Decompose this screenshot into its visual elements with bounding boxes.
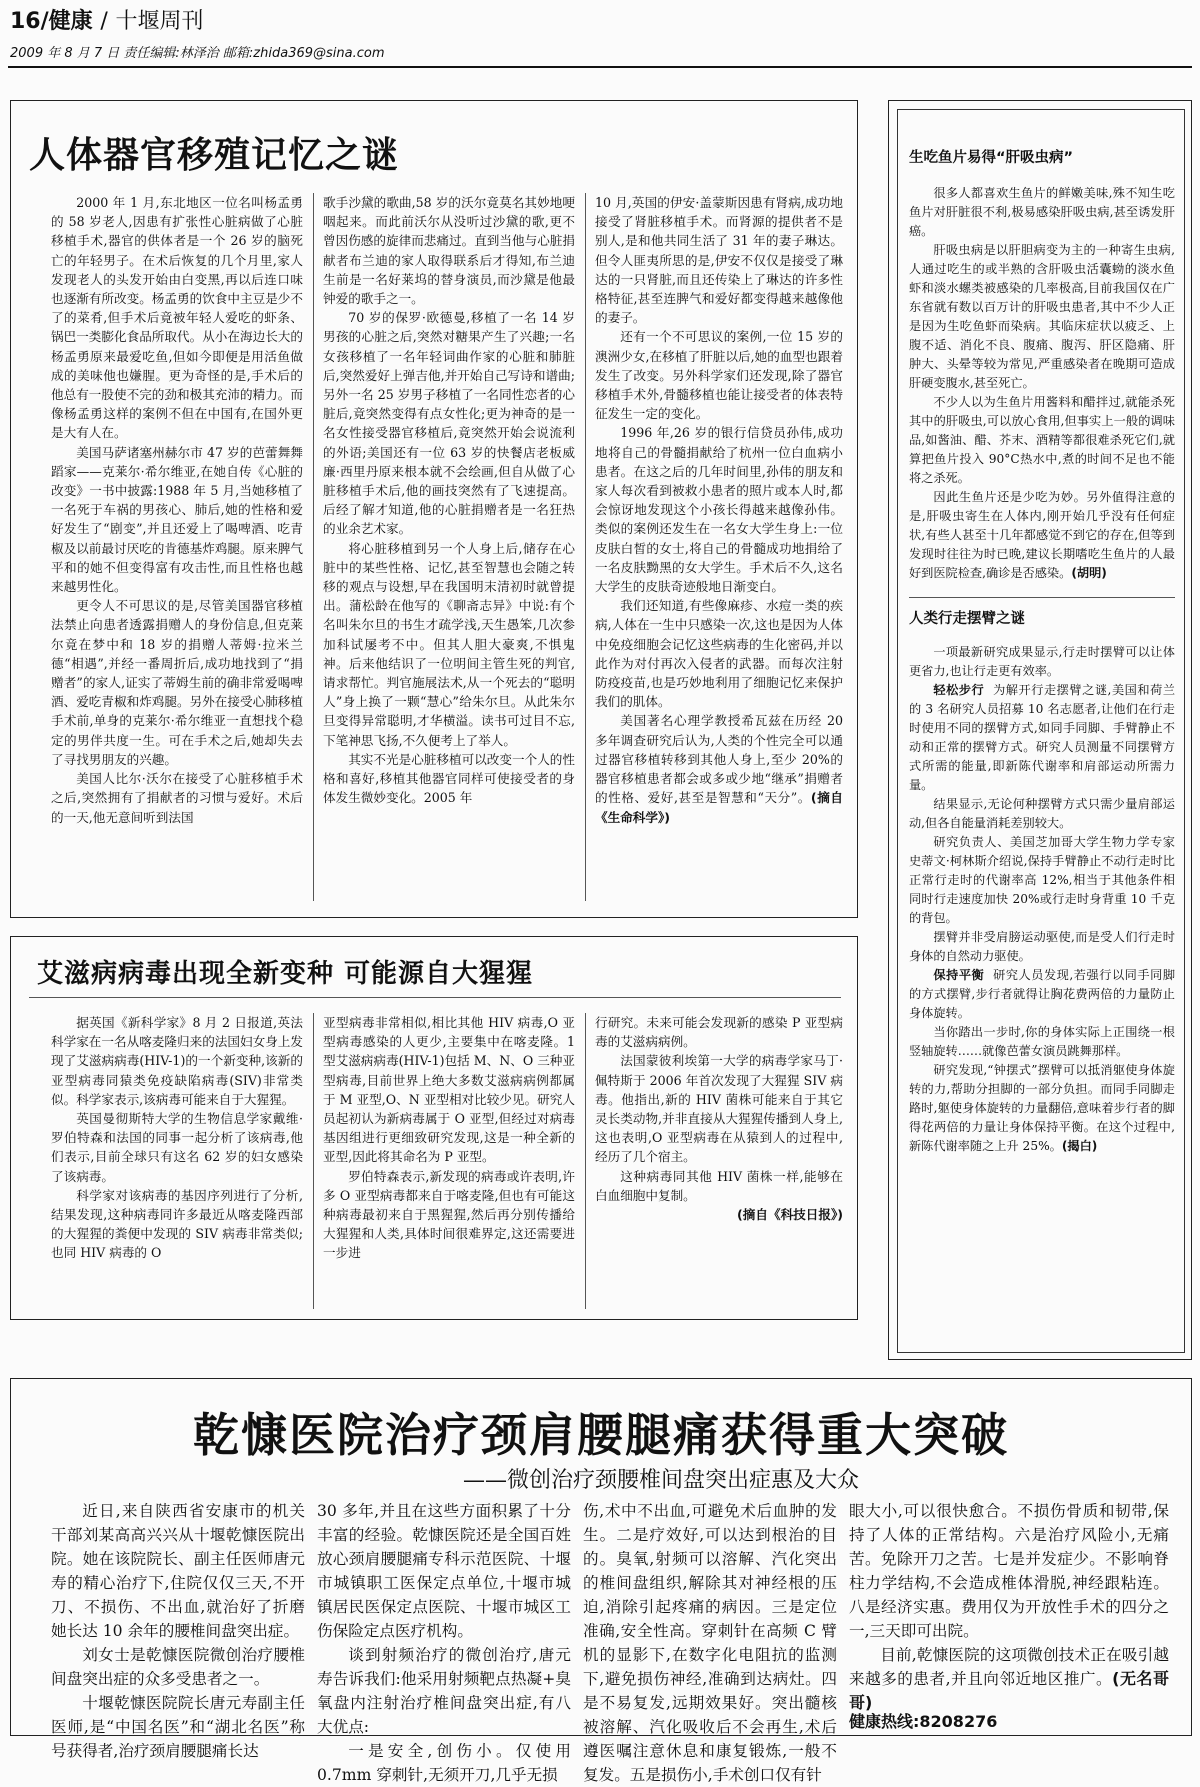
paragraph: 很多人都喜欢生鱼片的鲜嫩美味,殊不知生吃鱼片对肝脏很不利,极易感染肝吸虫病,甚至诱发肝癌。 bbox=[909, 186, 1175, 238]
page-number: 16/ bbox=[10, 9, 49, 34]
paragraph bbox=[849, 1643, 1169, 1715]
paragraph-text: 目前,乾慷医院的这项微创技术正在吸引越来越多的患者,并且向邻近地区推广。 bbox=[849, 1646, 1169, 1688]
article-hiv-variant bbox=[10, 936, 858, 1320]
paragraph bbox=[595, 1205, 843, 1224]
paragraph: 十堰乾慷医院院长唐元寿副主任医师,是“中国名医”和“湖北名医”称号获得者,治疗颈肩腰腿痛长达 bbox=[51, 1694, 305, 1760]
health-hotline bbox=[849, 1709, 997, 1732]
paragraph: 一是安全,创伤小。仅使用 0.7mm 穿刺针,无须开刀,几乎无损 bbox=[317, 1742, 571, 1784]
paragraph: 10 月,英国的伊安·盖蒙斯因患有肾病,成功地接受了肾脏移植手术。而肾源的提供者不是别人,是和他共同生活了 31 年的妻子琳达。但令人匪夷所思的是,伊安不仅仅是接受了琳达的一只肾脏,而且还传染上了琳达的许多性格特征,甚至连脾气和爱好都变得越来越像他的妻子。 bbox=[595, 195, 843, 326]
paragraph: 这种病毒同其他 HIV 菌株一样,能够在白血细胞中复制。 bbox=[595, 1168, 843, 1203]
paragraph: 美国马萨诸塞州赫尔市 47 岁的芭蕾舞舞蹈家——克莱尔·希尔维亚,在她自传《心脏的改变》一书中披露:1988 年 5 月,当她移植了一名死于车祸的男孩心、肺后,她的性格和爱好发生了“剧变”,并且还爱上了喝啤酒、吃青椒及以前最讨厌吃的肯德基炸鸡腿。原来脾气平和的她不但变得富有攻击性,而且性格也越来越男性化。 bbox=[51, 444, 303, 595]
paragraph-text: 美国著名心理学教授希瓦兹在历经 20 多年调查研究后认为,人类的个性完全可以通过器官移植转移到其他人身上,至少 20%的器官移植患者都会或多或少地“继承”捐赠者的性格、爱好,甚至是智慧和“天分”。 bbox=[595, 713, 843, 806]
paragraph-text: 研究人员发现,若强行以同手同脚的方式摆臂,步行者就得让胸花费两倍的力量防止身体旋转。 bbox=[909, 968, 1176, 1020]
paragraph: 2000 年 1 月,东北地区一位名叫杨孟勇的 58 岁老人,因患有扩张性心脏病做了心脏移植手术,器官的供体者是一个 26 岁的脑死亡的年轻男子。在术后恢复的几个月里,家人发现老人的头发开始由白变黑,再以后连口味也逐渐有所改变。杨孟勇的饮食中主豆是少不了的菜肴,但手术后竟被年轻人爱吃的虾条、锅巴一类膨化食品所取代。从小在海边长大的杨孟勇原来最爱吃鱼,但如今即便是用活鱼做成的美味他也嫌腥。更为奇怪的是,手术后的他总有一股使不完的劲和极其充沛的精力。而像杨孟勇这样的案例不但在中国有,在国外更是大有人在。 bbox=[51, 195, 303, 441]
paragraph: 近日,来自陕西省安康市的机关干部刘某高高兴兴从十堰乾慷医院出院。她在该院院长、副主任医师唐元寿的精心治疗下,住院仅仅三天,不开刀、不损伤、不出血,就治好了折磨她长达 10 余年的腰椎间盘突出症。 bbox=[51, 1502, 305, 1640]
paragraph: 当你踏出一步时,你的身体实际上正围绕一根竖轴旋转……就像芭蕾女演员跳舞那样。 bbox=[909, 1025, 1175, 1058]
article-column-2 bbox=[323, 193, 575, 905]
paragraph: 科学家对该病毒的基因序列进行了分析,结果发现,这种病毒同许多最近从喀麦隆西部的大猩猩的粪便中发现的 SIV 病毒非常类似;也同 HIV 病毒的 O bbox=[51, 1187, 303, 1261]
byline: (揭白) bbox=[1061, 1139, 1098, 1153]
paragraph bbox=[909, 966, 1175, 1023]
paragraph: 研究负责人、美国芝加哥大学生物力学专家史蒂文·柯林斯介绍说,保持手臂静止不动行走时比正常行走时的代谢率高 12%,相当于其他条件相同时行走速度加快 20%或行走时身背重 10 千克的背包。 bbox=[909, 835, 1175, 925]
paragraph: 70 岁的保罗·欧德曼,移植了一名 14 岁男孩的心脏之后,突然对糖果产生了兴趣;一名女孩移植了一名年轻词曲作家的心脏和肺脏后,突然爱好上弹吉他,并开始自己写诗和谱曲;另外一名 25 岁男子移植了一名同性恋者的心脏后,竟突然变得有点女性化;更为神奇的是一名女性接受器官移植后,竟突然开始会说流利的外语;美国还有一位 63 岁的快餐店老板威廉·西里丹原来根本就不会绘画,但自从做了心脏移植手术后,他的画技突然有了飞速提高。后经了解才知道,他的心脏捐赠者是一名狂热的业余艺术家。 bbox=[323, 310, 575, 537]
subhead: 保持平衡 bbox=[933, 968, 985, 982]
hotline-number: 8208276 bbox=[919, 1712, 998, 1731]
paragraph: 美国人比尔·沃尔在接受了心脏移植手术之后,突然拥有了捐献者的习惯与爱好。术后的一天,他无意间听到法国 bbox=[51, 771, 303, 825]
column-divider bbox=[585, 1013, 586, 1309]
paragraph: 伤,术中不出血,可避免术后血肿的发生。二是疗效好,可以达到根治的目的。臭氧,射频可以溶解、汽化突出的椎间盘组织,解除其对神经根的压迫,消除引起疼痛的病因。三是定位准确,安全性高。穿刺针在高频 C 臂机的显影下,在数字化电阻抗的监测下,避免损伤神经,准确到达病灶。四是不易复发,远期效果好。突出髓核被溶解、汽化吸收后不会再生,术后遵医嘱注意休息和康复锻炼,一般不复发。五是损伤小,手术创口仅有针 bbox=[583, 1502, 837, 1784]
paragraph bbox=[909, 681, 1175, 795]
sidebar-story-title: 人类行走摆臂之谜 bbox=[909, 611, 1025, 627]
feature-hospital bbox=[10, 1378, 1192, 1784]
paragraph: 一项最新研究成果显示,行走时摆臂可以让体更省力,也让行走更有效率。 bbox=[909, 645, 1175, 678]
column-divider bbox=[585, 193, 586, 901]
paragraph: 将心脏移植到另一个人身上后,储存在心脏中的某些性格、记忆,甚至智慧也会随之转移的观点与设想,早在我国明末清初时就曾提出。蒲松龄在他写的《聊斋志异》中说:有个名叫朱尔旦的书生才疏学浅,天生愚笨,几次参加科试屡考不中。但其人胆大豪爽,不惧鬼神。后来他结识了一位明间主管生死的判官,请求帮忙。判官施展法术,从一个死去的“聪明人”身上换了一颗“慧心”给朱尔旦。从此朱尔旦变得异常聪明,才华横溢。读书可过目不忘,下笔神思飞扬,不久便考上了举人。 bbox=[323, 540, 575, 748]
paragraph: 据英国《新科学家》8 月 2 日报道,英法科学家在一名从喀麦隆归来的法国妇女身上发现了艾滋病病毒(HIV-1)的一个新变种,该新的亚型病毒同猿类免疫缺陷病毒(SIV)非常类似。科学家表示,该病毒可能来自于大猩猩。 bbox=[51, 1015, 303, 1107]
header-slash: / bbox=[100, 9, 108, 34]
sidebar-story-title: 生吃鱼片易得“肝吸虫病” bbox=[909, 150, 1074, 166]
article-column-2 bbox=[323, 1013, 575, 1313]
date-editor-line: 2009 年 8 月 7 日 责任编辑:林泽治 邮箱:zhida369@sina.com bbox=[10, 46, 385, 61]
article-column-3 bbox=[595, 1013, 843, 1313]
feature-column-1 bbox=[51, 1499, 305, 1760]
paragraph bbox=[909, 1061, 1175, 1156]
subhead: 轻松步行 bbox=[933, 683, 985, 697]
article-column-3 bbox=[595, 193, 843, 905]
title-rule bbox=[29, 997, 841, 998]
article-title: 艾滋病病毒出现全新变种 可能源自大猩猩 bbox=[37, 959, 534, 989]
paragraph-text: 因此生鱼片还是少吃为妙。另外值得注意的是,肝吸虫寄生在人体内,刚开始几乎没有任何症状,有些人甚至十几年都感觉不到它的存在,但等到发现时往往为时已晚,建议长期嗜吃生鱼片的人最好到医院检查,确诊是否感染。 bbox=[909, 490, 1175, 580]
sidebar-content bbox=[909, 149, 1175, 1349]
paragraph: 歌手沙黛的歌曲,58 岁的沃尔竟莫名其妙地哽咽起来。而此前沃尔从没听过沙黛的歌,更不曾因伤感的旋律而悲痛过。直到当他与心脏捐献者布兰迪的家人取得联系后才得知,布兰迪生前是一名好莱坞的替身演员,而沙黛是他最钟爱的歌手之一。 bbox=[323, 195, 575, 307]
paragraph: 亚型病毒非常相似,相比其他 HIV 病毒,O 亚型病毒感染的人更少,主要集中在喀麦隆。1 型艾滋病病毒(HIV-1)包括 M、N、O 三种亚型病毒,目前世界上绝大多数艾滋病病例都属于 M 亚型,O、N 亚型相对比较少见。研究人员起初认为新病毒属于 O 亚型,但经过对病毒基因组进行更细致研究发现,这是一种全新的亚型,因此将其命名为 P 亚型。 bbox=[323, 1015, 575, 1165]
article-column-1 bbox=[51, 1013, 303, 1313]
paragraph: 法国蒙彼利埃第一大学的病毒学家马丁·佩特斯于 2006 年首次发现了大猩猩 SIV 病毒。他指出,新的 HIV 菌株可能来自于其它灵长类动物,并非直接从大猩猩传播到人身上,这也表明,O 亚型病毒在从猿到人的过程中,经历了几个宿主。 bbox=[595, 1053, 843, 1165]
column-divider bbox=[313, 1013, 314, 1309]
paragraph: 不少人以为生鱼片用酱料和醋拌过,就能杀死其中的肝吸虫,可以放心食用,但事实上一般的调味品,如酱油、醋、芥末、酒精等都很难杀死它们,就算把鱼片投入 90°C热水中,煮的时间不足也不能将之杀死。 bbox=[909, 395, 1175, 485]
feature-subtitle: ——微创治疗颈腰椎间盘突出症惠及大众 bbox=[462, 1468, 859, 1493]
paragraph: 其实不光是心脏移植可以改变一个人的性格和喜好,移植其他器官同样可使接受者的身体发生微妙变化。2005 年 bbox=[323, 751, 575, 806]
paragraph: 肝吸虫病是以肝胆病变为主的一种寄生虫病,人通过吃生的或半熟的含肝吸虫活囊蚴的淡水鱼虾和淡水螺类被感染的几率极高,目前我国仅在广东省就有数以百万计的肝吸虫患者,其中不少人正是因为生吃鱼虾而染病。其临床症状以疲乏、上腹不适、消化不良、腹痛、腹泻、肝区隐痛、肝肿大、头晕等较为常见,严重感染者在晚期可造成肝硬变腹水,甚至死亡。 bbox=[909, 243, 1175, 390]
paragraph: 还有一个不可思议的案例,一位 15 岁的澳洲少女,在移植了肝脏以后,她的血型也跟着发生了改变。另外科学家们还发现,除了器官移植手术外,骨髓移植也能让接受者的体表特征发生一定的变化。 bbox=[595, 329, 843, 422]
article-title: 人体器官移殖记忆之谜 bbox=[29, 135, 400, 176]
sidebar bbox=[888, 100, 1192, 1360]
paragraph: 行研究。未来可能会发现新的感染 P 亚型病毒的艾滋病病例。 bbox=[595, 1015, 843, 1050]
feature-title: 乾慷医院治疗颈肩腰腿痛获得重大突破 bbox=[193, 1408, 1009, 1462]
article-column-1 bbox=[51, 193, 303, 905]
paragraph: 眼大小,可以很快愈合。不损伤骨质和韧带,保持了人体的正常结构。六是治疗风险小,无痛苦。免除开刀之苦。七是并发症少。不影响脊柱力学结构,不会造成椎体滑脱,神经跟粘连。八是经济实惠。费用仅为开放性手术的四分之一,三天即可出院。 bbox=[849, 1502, 1169, 1640]
page-header bbox=[10, 4, 203, 35]
source-credit: (摘自《生命科学》) bbox=[595, 790, 843, 825]
paper-name: 十堰周刊 bbox=[115, 9, 204, 34]
paragraph: 刘女士是乾慷医院微创治疗腰椎间盘突出症的众多受患者之一。 bbox=[51, 1646, 305, 1688]
feature-column-2 bbox=[317, 1499, 571, 1784]
paragraph: 30 多年,并且在这些方面积累了十分丰富的经验。乾慷医院还是全国百姓放心颈肩腰腿痛专科示范医院、十堰市城镇职工医保定点单位,十堰市城镇居民医保定点医院、十堰市城区工伤保险定点医疗机构。 bbox=[317, 1502, 571, 1640]
story-divider bbox=[909, 597, 1175, 598]
paragraph: 谈到射频治疗的微创治疗,唐元寿告诉我们:他采用射频靶点热凝+臭氧盘内注射治疗椎间盘突出症,有八大优点: bbox=[317, 1646, 571, 1736]
article-organ-memory bbox=[10, 100, 858, 918]
paragraph-text: 研究发现,“钟摆式”摆臂可以抵消躯使身体旋转的力,帮助分担脚的一部分负担。而同手同脚走路时,躯使身体旋转的力量翻倍,意味着步行者的脚得花两倍的力量让身体保持平衡。在这个过程中,新陈代谢率随之上升 25%。 bbox=[909, 1063, 1175, 1153]
paragraph: 罗伯特森表示,新发现的病毒或许表明,许多 O 亚型病毒都来自于喀麦隆,但也有可能这种病毒最初来自于黑猩猩,然后再分别传播给大猩猩和人类,具体时间很难界定,这还需要进一步进 bbox=[323, 1168, 575, 1261]
hotline-label: 健康热线: bbox=[849, 1712, 920, 1731]
paragraph: 1996 年,26 岁的银行信贷员孙伟,成功地将自己的骨髓捐献给了杭州一位白血病小患者。在这之后的几年时间里,孙伟的朋友和家人每次看到被救小患者的照片或本人时,都会惊讶地发现这个小孩长得越来越像孙伟。类似的案例还发生在一名女大学生身上:一位皮肤白皙的女士,将自己的骨髓成功地捐给了一名皮肤黝黑的女大学生。手术后不久,这名大学生的皮肤奇迹般地日渐变白。 bbox=[595, 425, 843, 595]
paragraph: 我们还知道,有些像麻疹、水痘一类的疾病,人体在一生中只感染一次,这也是因为人体中免疫细胞会记忆这些病毒的生化密码,并以此作为对付再次入侵者的武器。而每次注射防疫疫苗,也是巧妙地利用了细胞记忆来保护我们的肌体。 bbox=[595, 598, 843, 710]
paragraph: 英国曼彻斯特大学的生物信息学家戴维·罗伯特森和法国的同事一起分析了该病毒,他们表示,目前全球只有这名 62 岁的妇女感染了该病毒。 bbox=[51, 1111, 303, 1184]
paragraph-text: 为解开行走摆臂之谜,美国和荷兰的 3 名研究人员招募 10 名志愿者,让他们在行走时使用不同的摆臂方式,如同手同脚、手臂静止不动和正常的摆臂方式。研究人员测量不同摆臂方式所需的能量,即新陈代谢率和肩部运动所需力量。 bbox=[909, 683, 1176, 792]
source-credit: (摘自《科技日报》) bbox=[737, 1207, 843, 1223]
header-rule bbox=[8, 66, 1192, 68]
paragraph bbox=[909, 488, 1175, 583]
byline: (无名哥哥) bbox=[849, 1669, 1169, 1712]
column-divider bbox=[313, 193, 314, 901]
paragraph: 摆臂并非受肩膀运动驱使,而是受人们行走时身体的自然动力驱使。 bbox=[909, 930, 1175, 963]
paragraph: 结果显示,无论何种摆臂方式只需少量肩部运动,但各自能量消耗差别较大。 bbox=[909, 797, 1175, 830]
feature-column-4 bbox=[849, 1499, 1169, 1712]
section-name: 健康 bbox=[48, 9, 93, 34]
byline: (胡明) bbox=[1071, 566, 1107, 580]
paragraph bbox=[595, 711, 843, 826]
feature-column-3 bbox=[583, 1499, 837, 1784]
paragraph: 更令人不可思议的是,尽管美国器官移植法禁止向患者透露捐赠人的身份信息,但克莱尔竟在梦中和 18 岁的捐赠人蒂姆·拉米兰德“相遇”,并经一番周折后,成功地找到了“捐赠者”的家人,证实了蒂姆生前的确非常爱喝啤酒、爱吃青椒和炸鸡腿。另外在接受心肺移植手术前,单身的克莱尔·希尔维亚一直想找个稳定的男伴共度一生。可在手术之后,她却失去了寻找男朋友的兴趣。 bbox=[51, 598, 303, 767]
